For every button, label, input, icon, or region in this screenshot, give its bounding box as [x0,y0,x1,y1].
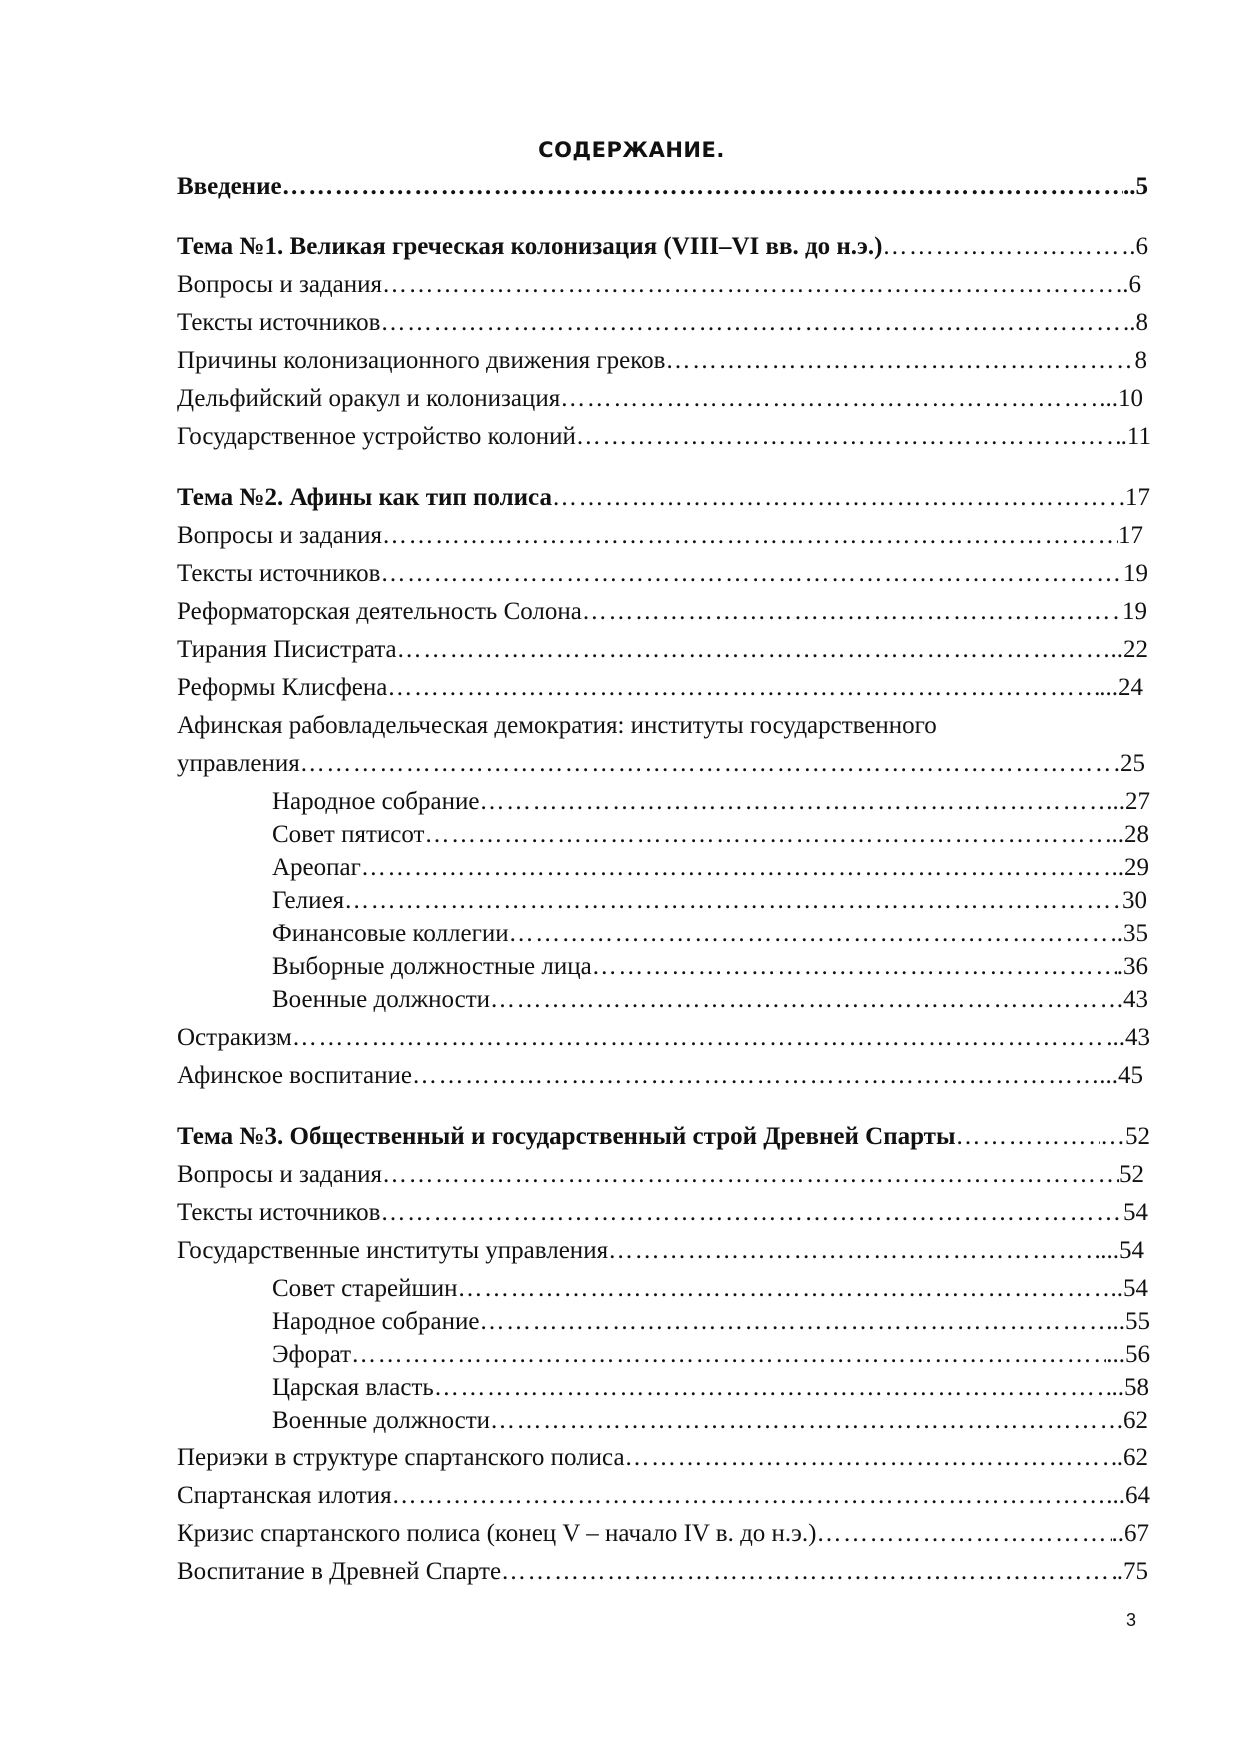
toc-entry-page: ...27 [1106,788,1150,815]
toc-entry-label: Государственные институты управления [177,1237,609,1264]
toc-entry-page: 19 [1122,598,1147,625]
toc-entry-page: ...56 [1106,1341,1150,1368]
toc-entry-label: Воспитание в Древней Спарте [177,1558,502,1585]
toc-entry-label: Народное собрание [272,1308,480,1335]
toc-entry-page: 30 [1122,887,1147,914]
toc-subentry [272,1371,1149,1405]
toc-entry-label: Тексты источников [177,1199,381,1226]
dot-leader [392,1479,1107,1513]
toc-entry-page: ...10 [1099,385,1143,412]
toc-entry [177,1441,1148,1475]
toc-entry-label: Вопросы и задания [177,1161,382,1188]
toc-entry-page: 8 [1134,347,1147,374]
toc-title: СОДЕРЖАНИЕ. [538,138,725,162]
toc-entry-page: .11 [1120,423,1151,450]
dot-leader [592,950,1117,984]
toc-entry-label: Периэки в структуре спартанского полиса [177,1444,625,1471]
toc-topic-heading [177,230,1148,264]
dot-leader [434,1371,1112,1405]
toc-entry [177,268,1141,302]
dot-leader [300,747,1114,781]
dot-leader [560,382,1099,416]
dot-leader [882,230,1129,264]
toc-subentry [272,983,1148,1017]
toc-entry-page: .6 [1129,233,1148,260]
toc-entry-page: ..29 [1111,854,1149,881]
toc-entry-label: Тема №3. Общественный и государственный строй Древней Спарты [177,1123,956,1150]
toc-entry-page: .36 [1116,953,1148,980]
toc-entry-label: Причины колонизационного движения греков [177,347,666,374]
toc-entry-label: Ареопаг [272,854,361,881]
toc-entry-label: Вопросы и задания [177,271,382,298]
toc-entry [177,344,1147,378]
toc-entry-label: Совет старейшин [272,1275,458,1302]
toc-entry-label: Афинское воспитание [177,1062,412,1089]
dot-leader [490,1404,1117,1438]
dot-leader [576,420,1121,454]
dot-leader [490,983,1117,1017]
toc-entry-label: Тирания Писистрата [177,636,397,663]
toc-entry-wrapped-line: Афинская рабовладельческая демократия: институты государственного [177,712,937,739]
toc-entry-label: Дельфийский оракул и колонизация [177,385,561,412]
toc-entry-label: Тексты источников [177,309,381,336]
toc-entry-page: ...64 [1106,1482,1150,1509]
dot-leader [292,1021,1106,1055]
toc-entry [177,1517,1149,1551]
dot-leader [351,1338,1106,1372]
toc-entry-label: Введение [177,173,282,200]
toc-entry [177,1021,1150,1055]
toc-entry-label: Реформы Клисфена [177,674,388,701]
toc-entry-label: Финансовые коллегии [272,920,509,947]
toc-subentry [272,917,1148,951]
dot-leader [382,268,1116,302]
dot-leader [344,884,1122,918]
dot-leader [552,481,1119,515]
toc-entry-label: Народное собрание [272,788,480,815]
toc-subentry [272,851,1149,885]
toc-entry-page: 54 [1123,1199,1148,1226]
toc-subentry [272,1272,1148,1306]
toc-entry-page: ...43 [1106,1024,1150,1051]
toc-entry-page: .75 [1116,1558,1148,1585]
toc-entry-page: .62 [1116,1444,1148,1471]
toc-entry [177,595,1147,629]
toc-entry [177,557,1148,591]
toc-subentry [272,884,1147,918]
toc-subentry [272,818,1149,852]
toc-subentry [272,950,1148,984]
toc-entry-page: ..8 [1123,309,1148,336]
toc-entry-label: Выборные должностные лица [272,953,592,980]
toc-subentry [272,1338,1150,1372]
toc-entry-page: ..67 [1111,1520,1149,1547]
toc-entry-label: Военные должности [272,1407,491,1434]
toc-entry-label: Совет пятисот [272,821,425,848]
toc-entry-page: ...28 [1105,821,1149,848]
page-number: 3 [1126,1610,1137,1630]
dot-leader [380,557,1123,591]
dot-leader [608,1234,1100,1268]
dot-leader [479,785,1106,819]
toc-entry-label: Государственное устройство колоний [177,423,576,450]
dot-leader [387,671,1099,705]
toc-entry [177,420,1151,454]
toc-entry [177,671,1143,705]
toc-entry-page: 52 [1119,1161,1144,1188]
toc-entry [177,1196,1148,1230]
toc-entry-page: ..22 [1110,636,1148,663]
toc-entry-page: ...54 [1100,1237,1144,1264]
toc-entry-label: Гелиея [272,887,345,914]
toc-entry-label: Царская власть [272,1374,434,1401]
dot-leader [397,633,1111,667]
dot-leader [625,1441,1117,1475]
dot-leader [382,1158,1119,1192]
dot-leader [955,1120,1100,1154]
dot-leader [424,818,1105,852]
toc-entry-label: управления [177,750,300,777]
toc-entry-label: Тема №1. Великая греческая колонизация (VIII–VI вв. до н.э.) [177,233,883,260]
toc-entry [177,747,1145,781]
dot-leader [817,1517,1112,1551]
dot-leader [509,917,1111,951]
toc-entry-label: Эфорат [272,1341,352,1368]
toc-topic-heading [177,1120,1150,1154]
toc-entry [177,1555,1148,1589]
toc-entry [177,519,1143,553]
toc-entry-intro [177,170,1148,204]
toc-entry [177,306,1148,340]
toc-entry-page: ..35 [1110,920,1148,947]
toc-entry-page: .25 [1113,750,1145,777]
toc-topic-heading [177,481,1150,515]
toc-entry-page: ..5 [1123,173,1148,200]
toc-entry-page: ..54 [1110,1275,1148,1302]
dot-leader [458,1272,1111,1306]
toc-entry-page: .43 [1116,986,1148,1013]
dot-leader [361,851,1112,885]
dot-leader [582,595,1122,629]
dot-leader [380,1196,1123,1230]
toc-entry-page: .62 [1116,1407,1148,1434]
dot-leader [479,1305,1106,1339]
toc-entry-page: 17 [1118,522,1143,549]
toc-subentry [272,1305,1150,1339]
dot-leader [501,1555,1117,1589]
toc-entry-label: Военные должности [272,986,491,1013]
dot-leader [412,1059,1099,1093]
toc-entry [177,1479,1150,1513]
toc-entry [177,1158,1144,1192]
toc-entry-label: Тема №2. Афины как тип полиса [177,484,552,511]
toc-entry-page: ...55 [1106,1308,1150,1335]
dot-leader [282,170,1123,204]
toc-entry [177,1059,1143,1093]
toc-entry-label: Спартанская илотия [177,1482,392,1509]
toc-entry-label: Кризис спартанского полиса (конец V – начало IV в. до н.э.) [177,1520,817,1547]
toc-subentry [272,1404,1148,1438]
toc-entry-label: Реформаторская деятельность Солона [177,598,582,625]
toc-entry-label: Тексты источников [177,560,381,587]
toc-entry-page: ..6 [1116,271,1141,298]
toc-entry [177,382,1143,416]
toc-entry-page: …52 [1100,1123,1150,1150]
dot-leader [380,306,1123,340]
toc-entry-page: ..58 [1111,1374,1149,1401]
toc-subentry [272,785,1150,819]
toc-entry-page: ...24 [1099,674,1143,701]
dot-leader [665,344,1134,378]
toc-entry [177,633,1148,667]
toc-entry-page: ...45 [1099,1062,1143,1089]
toc-entry-label: Остракизм [177,1024,292,1051]
toc-entry [177,1234,1144,1268]
dot-leader [382,519,1118,553]
toc-entry-page: .17 [1118,484,1150,511]
toc-entry-label: Вопросы и задания [177,522,382,549]
toc-entry-page: 19 [1123,560,1148,587]
